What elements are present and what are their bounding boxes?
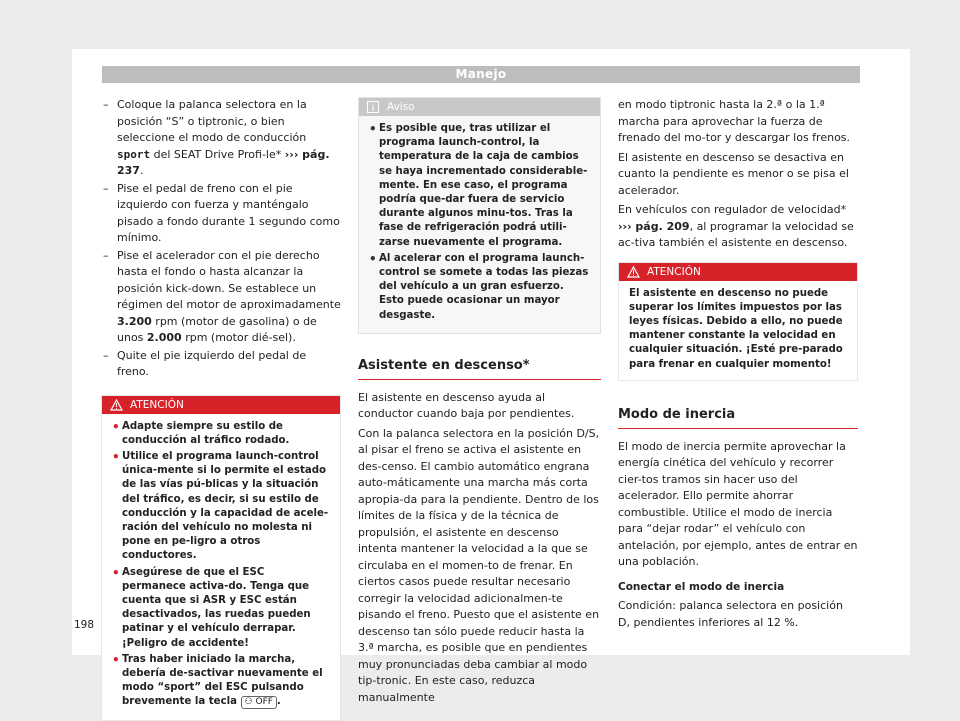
manual-page	[72, 49, 910, 708]
warning-header: ATENCIÓN	[102, 396, 340, 414]
step-item: – Pise el acelerador con el pie derecho hasta el fondo o hasta alcanzar la posición kick-down. Se establece un régimen del motor de aproximadamente 3.200 rpm (motor de gasolina) o de unos 2.000 rpm (motor dié-sel).	[101, 248, 341, 347]
step-item: – Coloque la palanca selectora en la posición “S” o tiptronic, o bien seleccione el modo de conducción sport del SEAT Drive Profi-le* ››› pág. 237.	[101, 97, 341, 180]
page-ref-link[interactable]: ››› pág. 209	[618, 219, 690, 233]
note-header: Aviso	[359, 98, 600, 116]
car-skid-icon: ⚇	[244, 697, 253, 708]
warning-bullet: • Asegúrese de que el ESC permanece activa-do. Tenga que cuenta que si ASR y ESC están desactivados, las ruedas pueden patinar y el vehículo derrapar. ¡Peligro de accidente!	[112, 566, 330, 651]
note-bullet: • Al acelerar con el programa launch-control se somete a todas las piezas del vehículo a un gran esfuerzo. Esto puede ocasionar un mayor desgaste.	[369, 252, 590, 323]
paragraph: El asistente en descenso ayuda al conductor cuando baja por pendientes.	[358, 390, 575, 421]
note-box	[358, 97, 601, 334]
warning-box	[618, 262, 858, 381]
paragraph: Con la palanca selectora en la posición D/S, al pisar el freno se activa el asistente en des-censo. El cambio automático engrana auto-máticamente una marcha más corta apropia-da para la pendiente. Dentro de los límites de la física y de la técnica de propulsión, el asistente en descenso intenta mantener la velocidad a la que se circulaba en el momen-to de frenar. En ciertos casos puede resultar necesario corregir la velocidad adicionalmen-te pisando el freno. Puesto que el asistente en descenso tan sólo puede reducir hasta la 3.ª marcha, es posible que en pendientes muy pronunciadas deba cambiar al modo tip-tronic. En este caso, reduzca manualmente	[358, 426, 600, 704]
paragraph: En vehículos con regulador de velocidad* ››› pág. 209, al programar la velocidad se ac-tiva también el asistente en descenso.	[618, 203, 854, 249]
section-title: Asistente en descenso*	[358, 358, 601, 380]
paragraph: en modo tiptronic hasta la 2.ª o la 1.ª marcha para aprovechar la fuerza de frenado del mo-tor y descargar los frenos.	[618, 98, 851, 144]
paragraph: Condición: palanca selectora en posición D, pendientes inferiores al 12 %.	[618, 599, 843, 629]
warning-triangle-icon	[110, 399, 123, 411]
subsection-title: Conectar el modo de inercia	[618, 580, 785, 593]
section-title: Modo de inercia	[618, 407, 858, 429]
warning-box	[101, 395, 341, 721]
paragraph: El asistente en descenso se desactiva en cuanto la pendiente es menor o se pisa el acelerador.	[618, 150, 849, 197]
page-number: 198	[74, 619, 95, 631]
warning-bullet: • Utilice el programa launch-control única-mente si lo permite el estado de las vías pú-blicas y la situación del tráfico, es decir, si su estilo de conducción y la capacidad de acele-ración del vehículo no molesta ni pone en pe-ligro a otros conductores.	[112, 450, 330, 564]
warning-triangle-icon	[627, 266, 640, 278]
step-item: – Quite el pie izquierdo del pedal de freno.	[101, 348, 341, 381]
warning-header: ATENCIÓN	[619, 263, 857, 281]
warning-text: El asistente en descenso no puede superar los límites impuestos por las leyes físicas. Debido a ello, no puede mantener constante la velocidad en cualquier situación. ¡Esté pre-parado para frenar en cualquier momento!	[629, 287, 843, 370]
warning-bullet: • Adapte siempre su estilo de conducción al tráfico rodado.	[112, 420, 330, 448]
paragraph: El modo de inercia permite aprovechar la energía cinética del vehículo y recorrer cier-tos tramos sin hacer uso del acelerador. Ello permite ahorrar combustible. Utilice el modo de inercia para “dejar rodar” el vehículo con antelación, por ejemplo, antes de entrar en una población.	[618, 439, 858, 569]
column-2	[358, 97, 601, 709]
esc-off-key: ⚇ OFF	[241, 696, 277, 709]
warning-bullet: • Tras haber iniciado la marcha, debería de-sactivar nuevamente el modo “sport” del ESC pulsando brevemente la tecla ⚇ OFF .	[112, 653, 330, 710]
step-item: – Pise el pedal de freno con el pie izquierdo con fuerza y manténgalo pisado a fondo durante 1 segundo como mínimo.	[101, 181, 341, 247]
info-icon	[367, 101, 379, 113]
column-1	[101, 97, 341, 721]
note-bullet: • Es posible que, tras utilizar el programa launch-control, la temperatura de la caja de cambios se haya incrementado considerable-mente. En ese caso, el programa podría que-dar fuera de servicio durante algunos minu-tos. Tras la fase de refrigeración podrá utili-zarse nuevamente el programa.	[369, 122, 590, 250]
column-3	[618, 97, 858, 634]
page-ref-link[interactable]: ››› pág. 237	[117, 147, 330, 177]
page-header: Manejo	[102, 66, 860, 83]
